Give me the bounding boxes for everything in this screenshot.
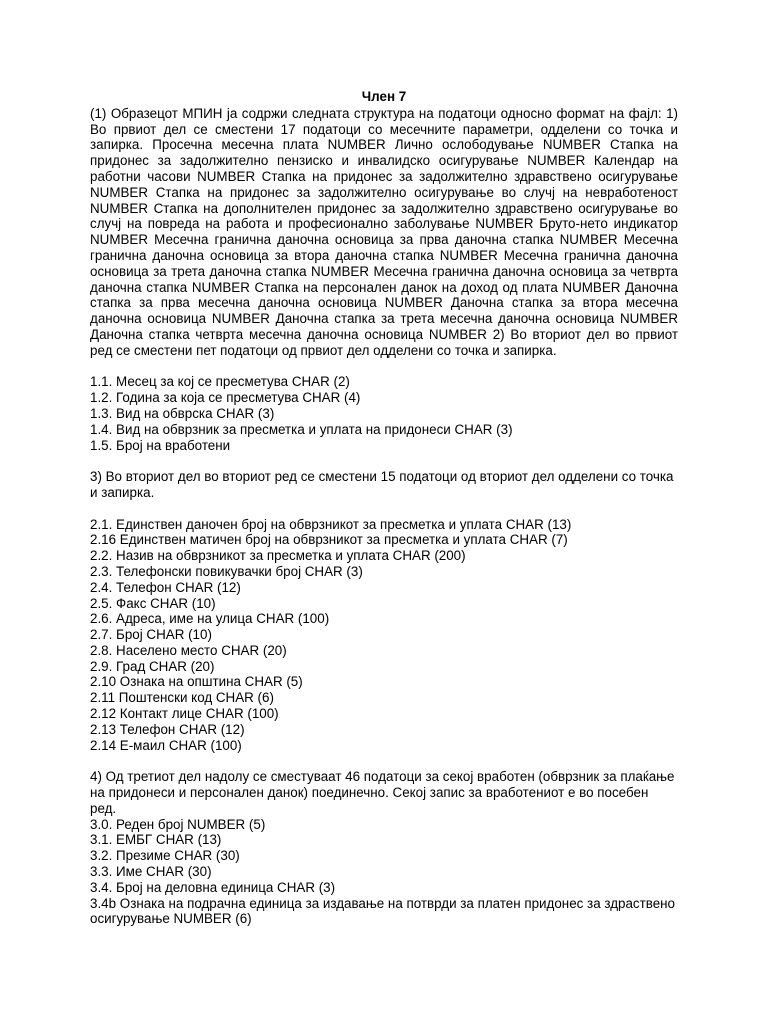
spacer: [90, 453, 678, 469]
list-item: 2.11 Поштенски код CHAR (6): [90, 690, 274, 706]
list-part-2: [90, 517, 678, 754]
list-part-1: [90, 374, 678, 453]
article-title: Член 7: [361, 89, 407, 104]
paragraph-3: 4) Од третиот дел надолу се сместуваат 46 податоци за секој вработен (обврзник за плаќање на придонеси и персонален данок) поединечно. Секој запис за вработениот е во посебен ред.: [90, 769, 675, 816]
list-item: 2.5. Факс CHAR (10): [90, 595, 216, 611]
spacer: [90, 359, 678, 375]
list-item: 2.6. Адреса, име на улица CHAR (100): [90, 611, 330, 627]
list-item: 2.16 Единствен матичен број на обврзникот за пресметка и уплата CHAR (7): [90, 532, 568, 548]
list-item: 2.4. Телефон CHAR (12): [90, 579, 241, 595]
list-item: 2.8. Населено место CHAR (20): [90, 642, 287, 658]
list-item: 2.10 Ознака на општина CHAR (5): [90, 674, 303, 690]
spacer: [90, 753, 678, 769]
list-item: 3.3. Име CHAR (30): [90, 864, 212, 880]
list-item: 2.14 Е-маил CHAR (100): [90, 737, 242, 753]
spacer: [90, 501, 678, 517]
list-item: 1.3. Вид на обврска CHAR (3): [90, 405, 275, 421]
list-item: 1.4. Вид на обврзник за пресметка и уплата на придонеси CHAR (3): [90, 421, 513, 437]
list-item: 2.7. Број CHAR (10): [90, 627, 212, 643]
paragraph-1: (1) Образецот МПИН ја содржи следната структура на податоци односно формат на фајл: 1) Во првиот дел се сместени 17 податоци со месечните параметри, одделени со точка и запирка. Просечна месечна плата NUMBER Лично ослободување NUMBER Стапка на придонес за задолжително пензиско и инвалидско осигурување NUMBER Календар на работни часови NUMBER Стапка на придонес за задолжително здравствено осигурување NUMBER Стапка на придонес за задолжително осигурување во случј на невработеност NUMBER Стапка на дополнителен придонес за задолжително здравствено осигурување во случј на повреда на работа и професионално заболување NUMBER Бруто-нето индикатор NUMBER Месечна гранична даночна основица за прва даночна стапка NUMBER Месечна гранична даночна основица за втора даночна стапка NUMBER Месечна гранична даночна основица за трета даночна стапка NUMBER Месечна гранична даночна основица за четврта даночна стапка NUMBER Стапка на персонален данок на доход од плата NUMBER Даночна стапка за прва месечна даночна основица NUMBER Даночна стапка за втора месечна даночна основица NUMBER Даночна стапка за трета месечна даночна основица NUMBER Даночна стапка четврта месечна даночна основица NUMBER 2) Во вториот дел во првиот ред се сместени пет податоци од првиот дел одделени со точка и запирка.: [90, 105, 678, 358]
list-item: 2.9. Град CHAR (20): [90, 658, 215, 674]
list-item: 1.1. Месец за кој се пресметува CHAR (2): [90, 374, 350, 390]
list-item: 3.4. Број на деловна единица CHAR (3): [90, 879, 336, 895]
list-item: 2.13 Телефон CHAR (12): [90, 721, 245, 737]
paragraph-4: 3.4b Ознака на подрачна единица за издавање на потврди за платен придонес за здраствено осигурување NUMBER (6): [90, 895, 676, 927]
list-item: 3.0. Реден број NUMBER (5): [90, 816, 266, 832]
list-item: 3.1. ЕМБГ CHAR (13): [90, 832, 222, 848]
list-item: 2.2. Назив на обврзникот за пресметка и уплата CHAR (200): [90, 548, 466, 564]
list-item: 1.2. Година за која се пресметува CHAR (4): [90, 390, 361, 406]
list-item: 2.12 Контакт лице CHAR (100): [90, 706, 279, 722]
list-item: 2.1. Единствен даночен број на обврзникот за пресметка и уплата CHAR (13): [90, 516, 572, 532]
list-item: 1.5. Број на вработени: [90, 437, 231, 453]
list-part-3: [90, 817, 678, 896]
list-item: 3.2. Презиме CHAR (30): [90, 848, 240, 864]
list-item: 2.3. Телефонски повикувачки број CHAR (3): [90, 563, 363, 579]
paragraph-2: 3) Во вториот дел во вториот ред се сместени 15 податоци од вториот дел одделени со точка и запирка.: [90, 469, 674, 500]
